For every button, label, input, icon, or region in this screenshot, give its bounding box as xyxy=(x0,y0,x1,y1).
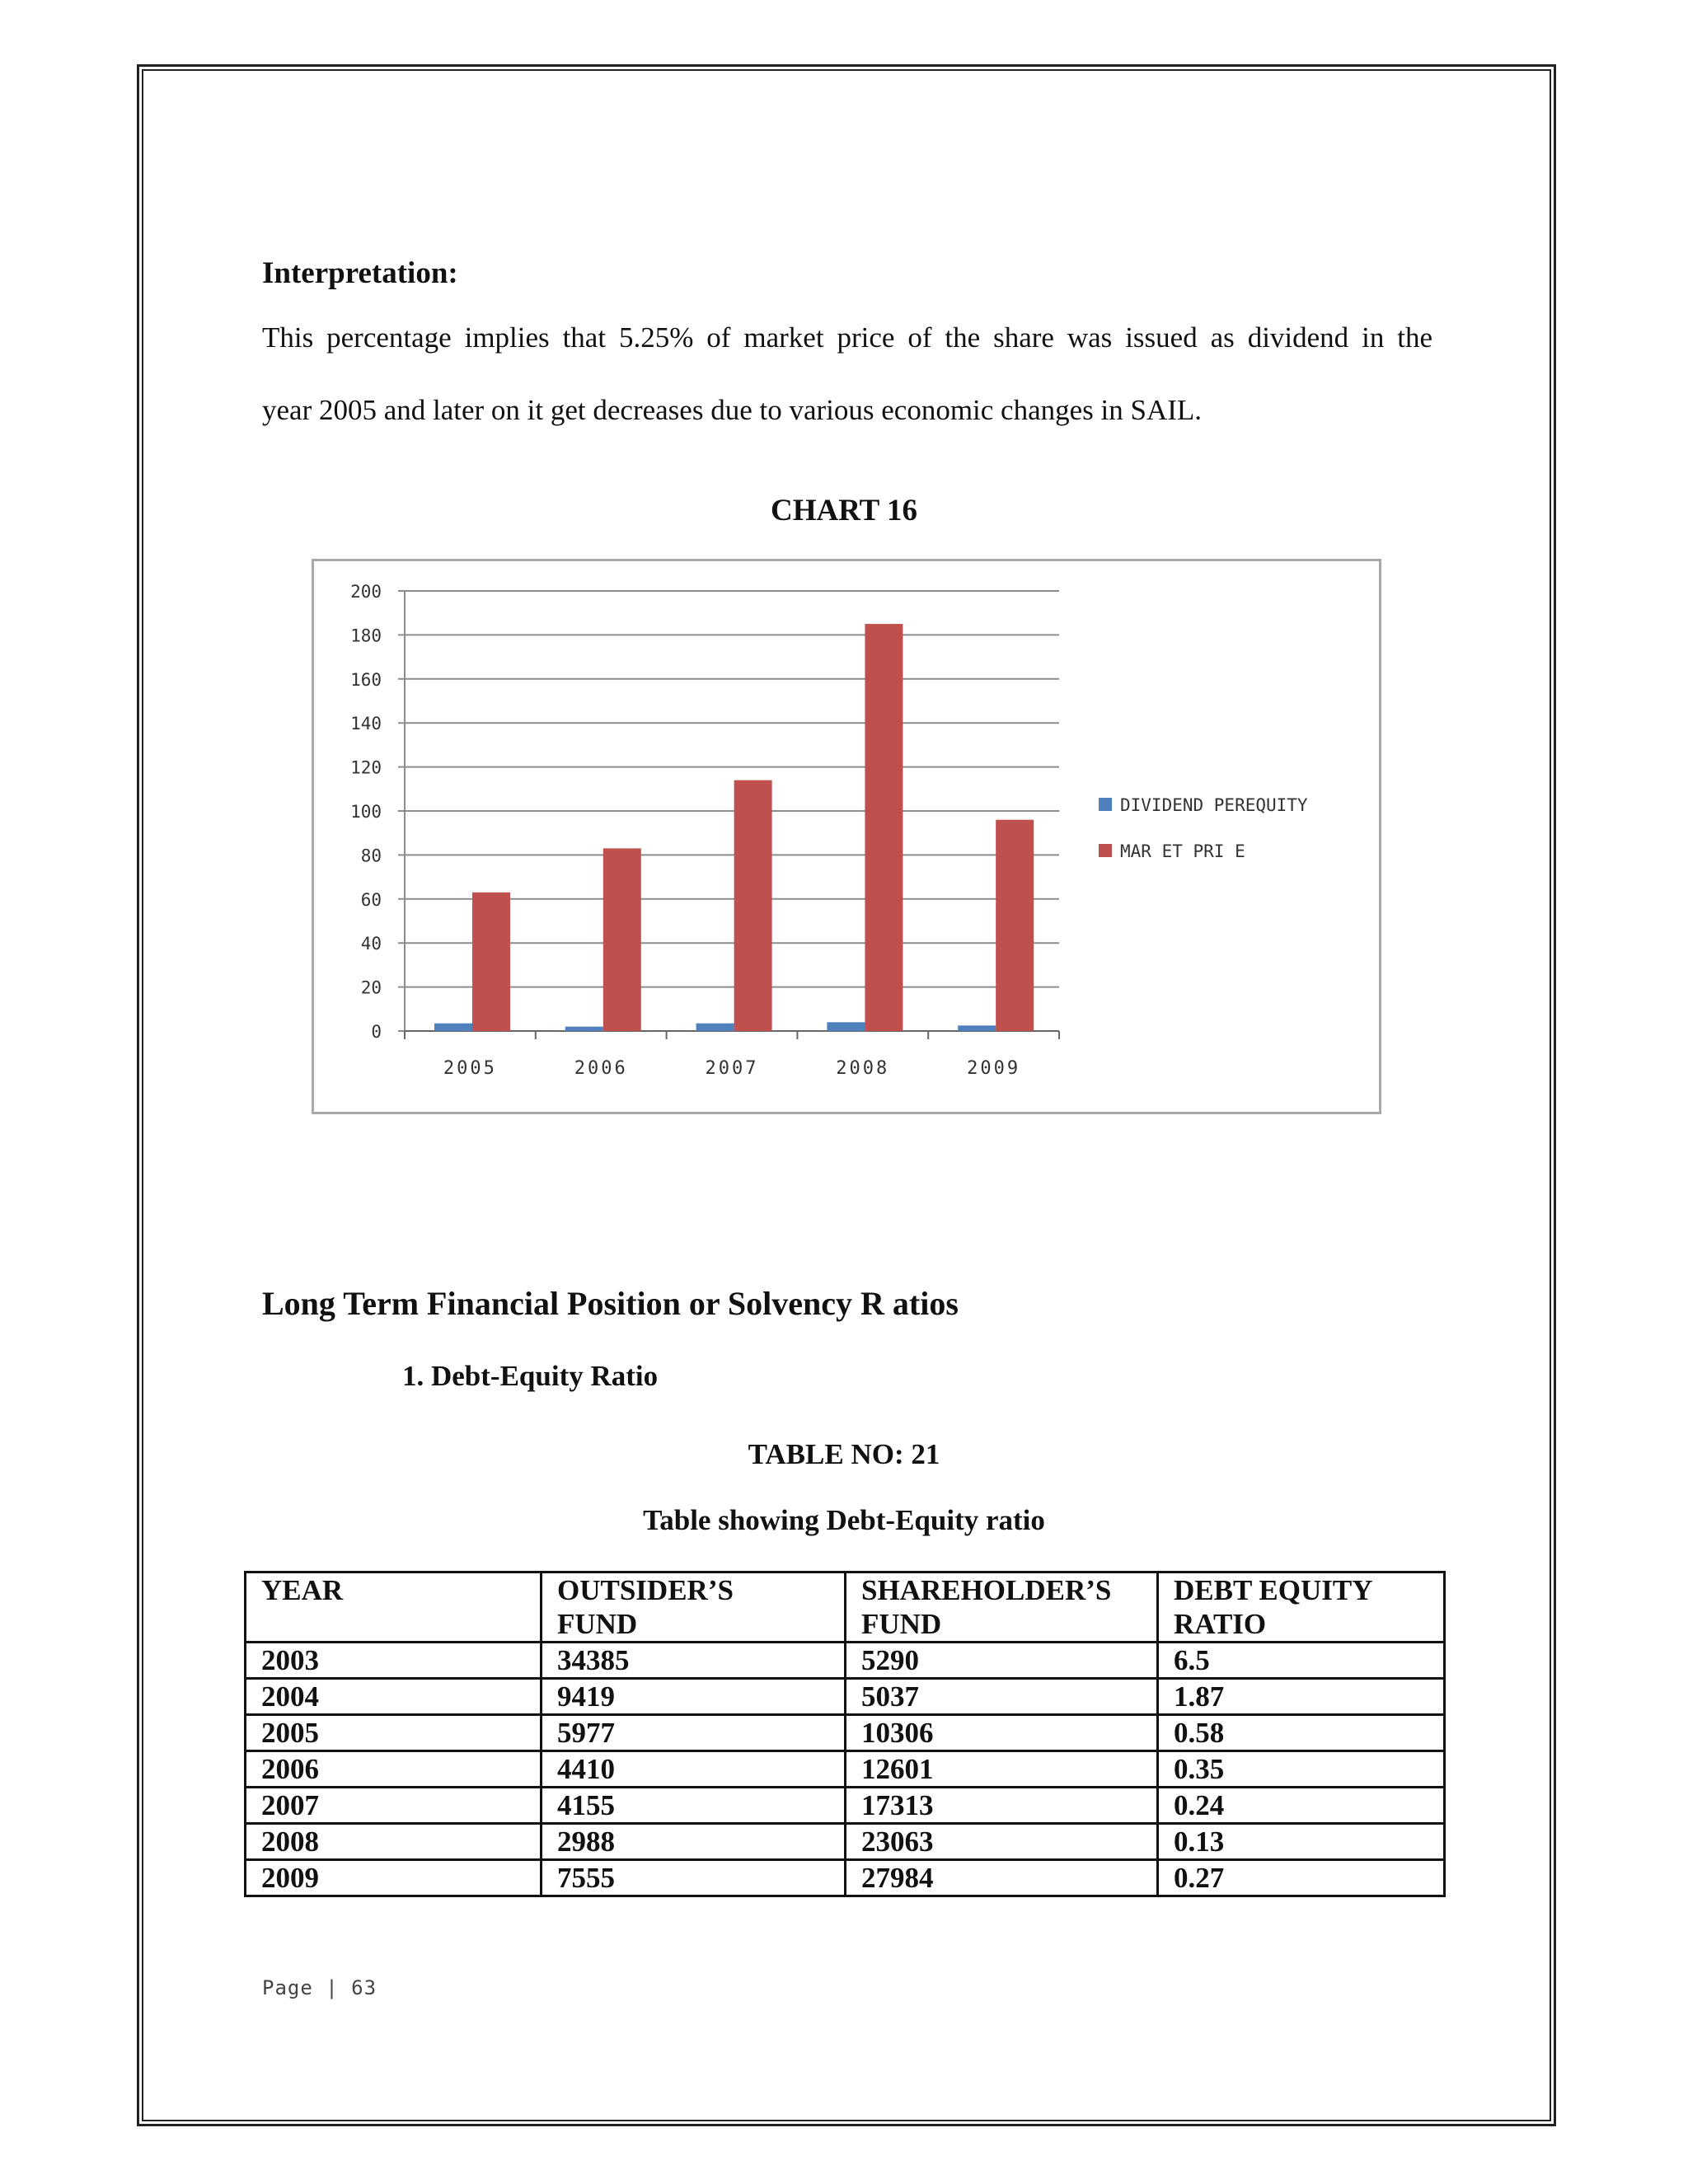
table-row xyxy=(246,1643,1445,1679)
bar-chart xyxy=(314,561,1379,1112)
cell-ratio: 0.58 xyxy=(1158,1715,1445,1751)
table-row xyxy=(246,1715,1445,1751)
cell-ratio: 0.35 xyxy=(1158,1751,1445,1788)
bar-dividend-per-equity xyxy=(696,1024,734,1031)
cell-ratio: 6.5 xyxy=(1158,1643,1445,1679)
header-line: YEAR xyxy=(261,1574,344,1606)
cell-outsiders-fund: 34385 xyxy=(542,1643,846,1679)
cell-outsiders-fund: 2988 xyxy=(542,1824,846,1860)
cell-year: 2003 xyxy=(246,1643,542,1679)
cell-year: 2005 xyxy=(246,1715,542,1751)
chart-container xyxy=(312,559,1381,1114)
cell-year: 2008 xyxy=(246,1824,542,1860)
cell-shareholders-fund: 5037 xyxy=(846,1679,1158,1715)
cell-shareholders-fund: 17313 xyxy=(846,1788,1158,1824)
table-row xyxy=(246,1679,1445,1715)
y-tick-label: 140 xyxy=(350,714,382,734)
bar-market-price xyxy=(996,820,1034,1031)
interpretation-line-2: year 2005 and later on it get decreases due to various economic changes in SAIL. xyxy=(262,394,1203,426)
cell-ratio: 1.87 xyxy=(1158,1679,1445,1715)
subsection-heading: 1. Debt-Equity Ratio xyxy=(402,1360,659,1392)
legend-swatch xyxy=(1099,798,1112,811)
cell-outsiders-fund: 5977 xyxy=(542,1715,846,1751)
bar-market-price xyxy=(472,893,510,1031)
cell-year: 2006 xyxy=(246,1751,542,1788)
interpretation-heading: Interpretation: xyxy=(262,256,458,290)
header-line: SHAREHOLDER’S xyxy=(861,1574,1112,1606)
section-heading: Long Term Financial Position or Solvency R atios xyxy=(262,1285,959,1322)
debt-equity-table xyxy=(244,1571,1446,1897)
bar-market-price xyxy=(865,624,903,1031)
cell-outsiders-fund: 7555 xyxy=(542,1860,846,1896)
x-tick-label: 2007 xyxy=(705,1058,759,1079)
header-shareholders-fund xyxy=(846,1572,1158,1643)
cell-year: 2007 xyxy=(246,1788,542,1824)
cell-ratio: 0.24 xyxy=(1158,1788,1445,1824)
x-tick-label: 2005 xyxy=(443,1058,497,1079)
cell-outsiders-fund: 9419 xyxy=(542,1679,846,1715)
cell-ratio: 0.13 xyxy=(1158,1824,1445,1860)
header-line: DEBT EQUITY xyxy=(1174,1574,1373,1606)
table-caption: Table showing Debt-Equity ratio xyxy=(643,1504,1045,1536)
bar-market-price xyxy=(603,848,641,1031)
table-row xyxy=(246,1824,1445,1860)
header-year xyxy=(246,1572,542,1643)
x-tick-label: 2009 xyxy=(967,1058,1021,1079)
cell-shareholders-fund: 27984 xyxy=(846,1860,1158,1896)
y-tick-label: 180 xyxy=(350,626,382,646)
bar-dividend-per-equity xyxy=(565,1027,603,1031)
y-tick-label: 120 xyxy=(350,757,382,778)
cell-shareholders-fund: 10306 xyxy=(846,1715,1158,1751)
x-tick-label: 2006 xyxy=(574,1058,628,1079)
cell-outsiders-fund: 4155 xyxy=(542,1788,846,1824)
cell-year: 2009 xyxy=(246,1860,542,1896)
table-row xyxy=(246,1788,1445,1824)
cell-year: 2004 xyxy=(246,1679,542,1715)
cell-ratio: 0.27 xyxy=(1158,1860,1445,1896)
y-tick-label: 160 xyxy=(350,669,382,690)
y-tick-label: 80 xyxy=(360,846,382,866)
cell-outsiders-fund: 4410 xyxy=(542,1751,846,1788)
x-tick-label: 2008 xyxy=(836,1058,890,1079)
header-outsiders-fund xyxy=(542,1572,846,1643)
header-line: OUTSIDER’S xyxy=(557,1574,734,1606)
header-line: FUND xyxy=(861,1608,942,1640)
y-tick-label: 0 xyxy=(371,1022,382,1042)
chart-title: CHART 16 xyxy=(771,494,917,527)
header-line: FUND xyxy=(557,1608,638,1640)
page-footer: Page | 63 xyxy=(262,1976,377,1999)
table-header-row xyxy=(246,1572,1445,1643)
y-tick-label: 20 xyxy=(360,977,382,998)
legend-swatch xyxy=(1099,844,1112,857)
legend-label: MAR ET PRI E xyxy=(1120,841,1245,861)
table-row xyxy=(246,1860,1445,1896)
header-line: RATIO xyxy=(1174,1608,1267,1640)
bar-dividend-per-equity xyxy=(434,1024,472,1031)
legend-label: DIVIDEND PEREQUITY xyxy=(1120,795,1308,815)
bar-market-price xyxy=(734,780,772,1031)
interpretation-line-1: This percentage implies that 5.25% of market price of the share was issued as dividend in the xyxy=(262,321,1432,354)
bar-dividend-per-equity xyxy=(827,1022,865,1031)
cell-shareholders-fund: 5290 xyxy=(846,1643,1158,1679)
header-debt-equity-ratio xyxy=(1158,1572,1445,1643)
cell-shareholders-fund: 23063 xyxy=(846,1824,1158,1860)
table-number: TABLE NO: 21 xyxy=(748,1438,940,1470)
table-row xyxy=(246,1751,1445,1788)
y-tick-label: 40 xyxy=(360,934,382,954)
bar-dividend-per-equity xyxy=(958,1025,996,1031)
cell-shareholders-fund: 12601 xyxy=(846,1751,1158,1788)
y-tick-label: 200 xyxy=(350,582,382,602)
y-tick-label: 100 xyxy=(350,802,382,822)
y-tick-label: 60 xyxy=(360,889,382,910)
